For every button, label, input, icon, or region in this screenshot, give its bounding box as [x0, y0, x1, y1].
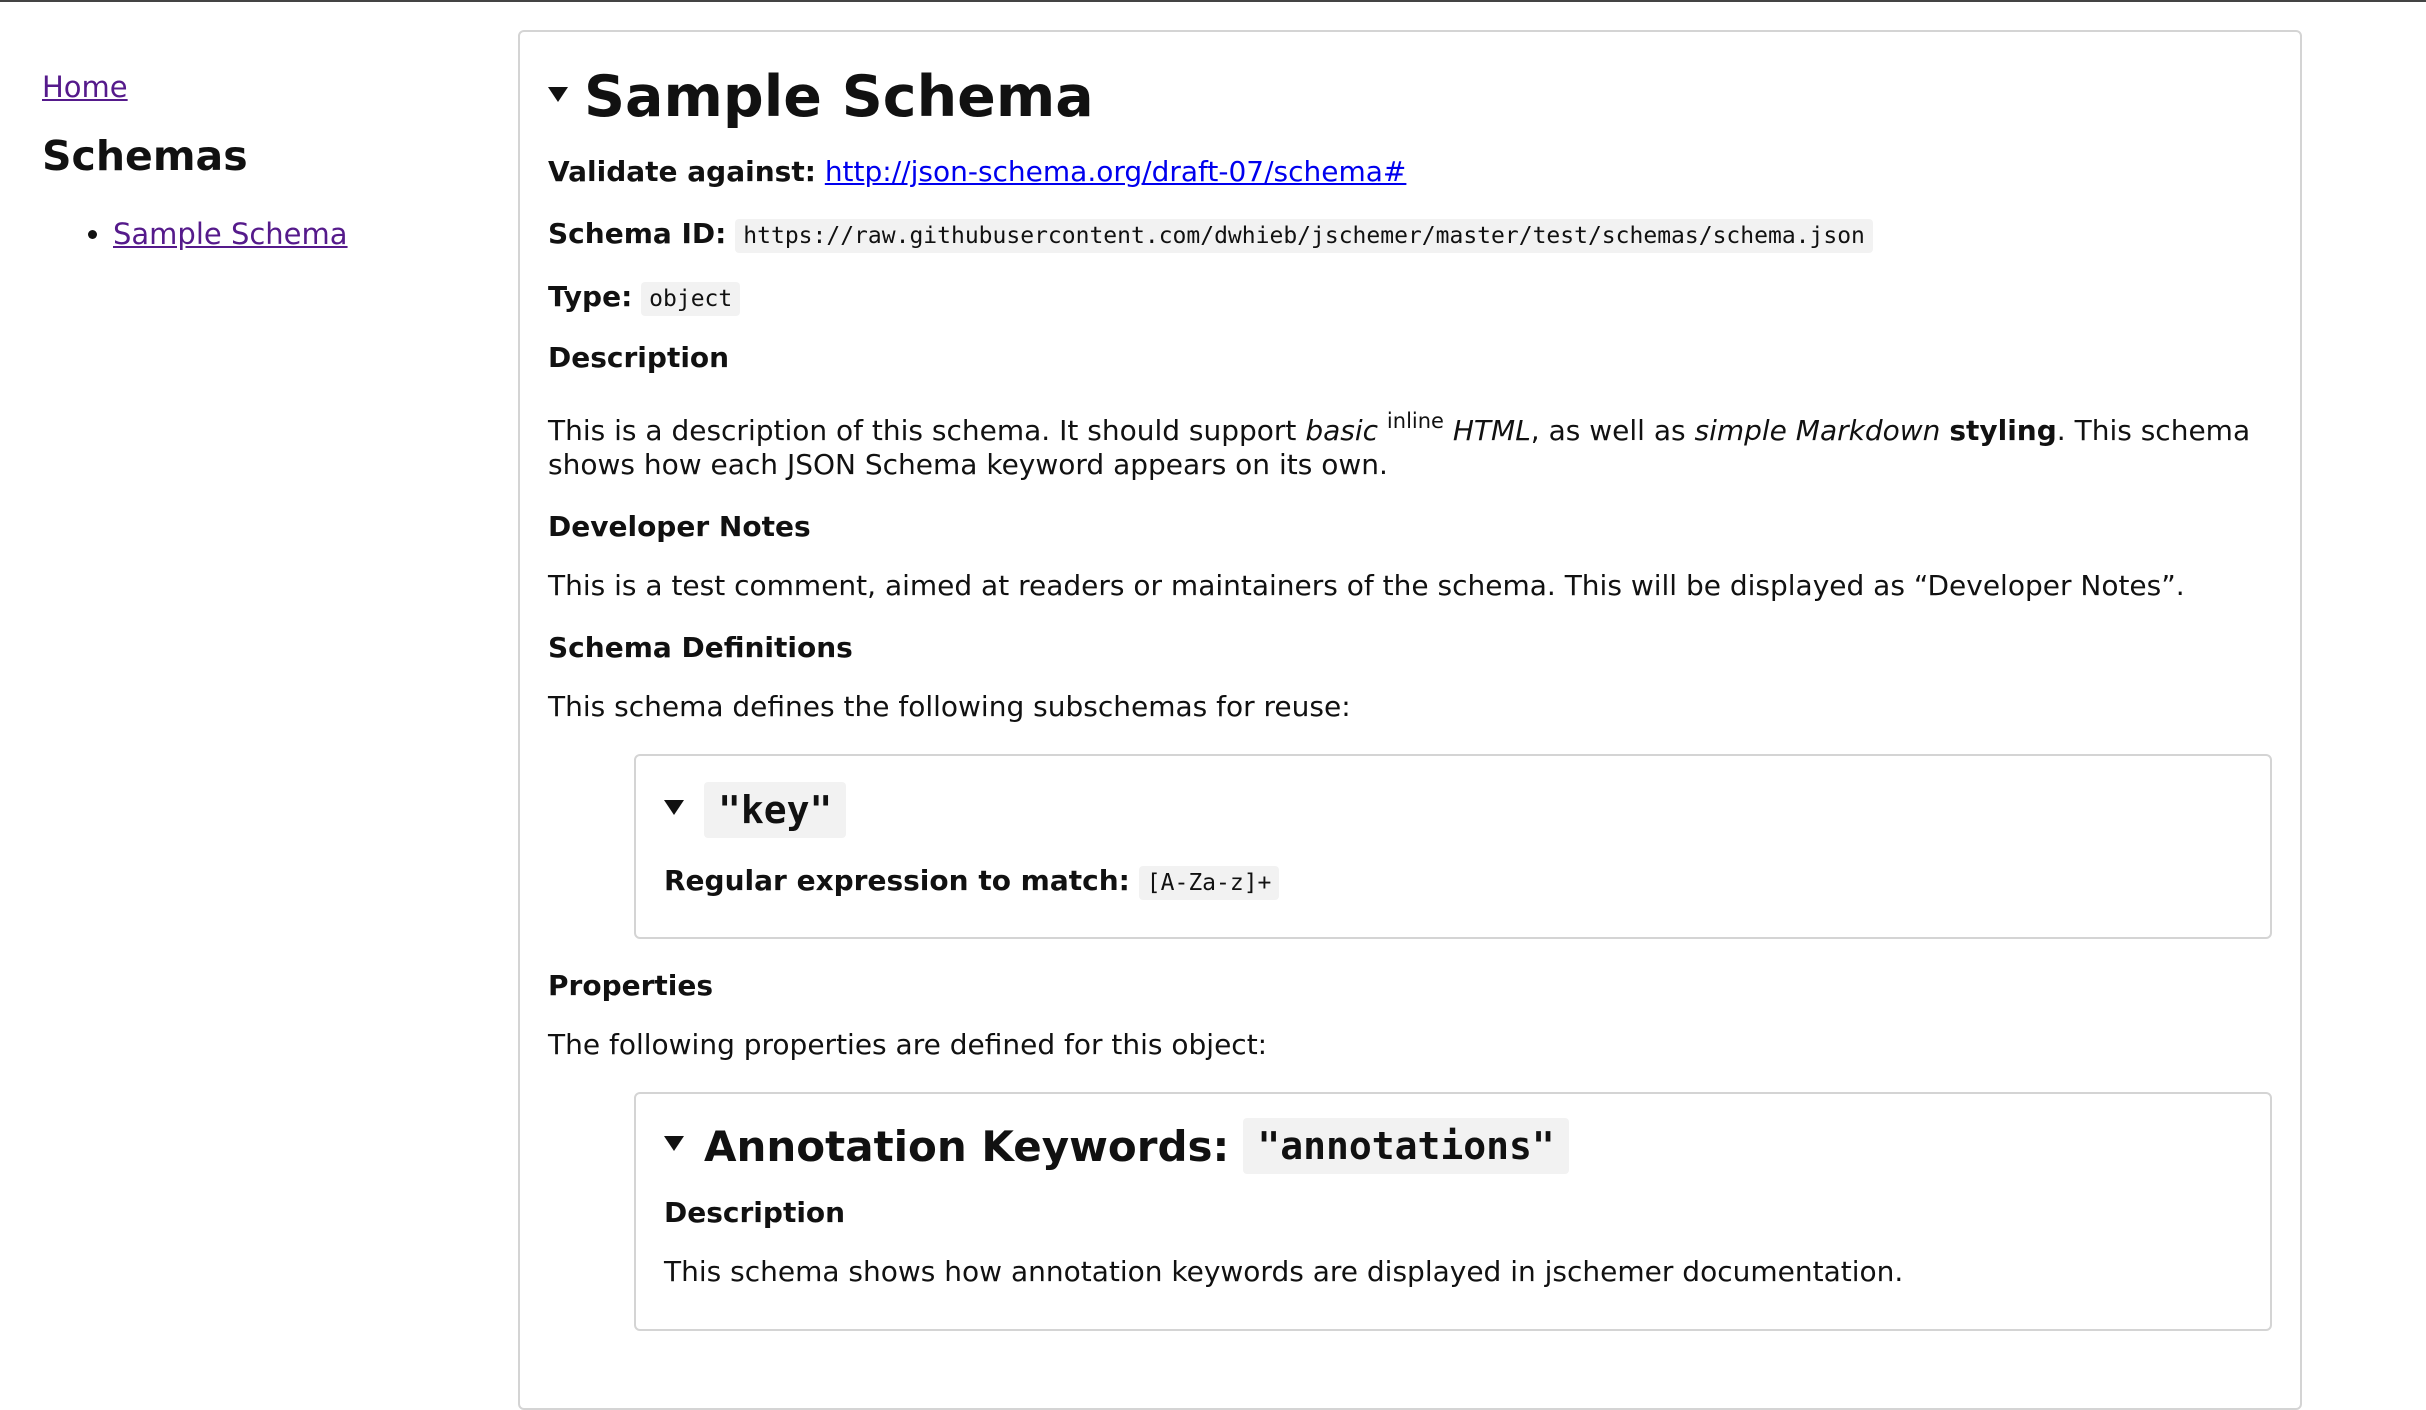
definitions-intro: This schema defines the following subschemas for reuse:: [548, 690, 1351, 724]
html-italic: HTML: [1452, 414, 1531, 448]
type-value: object: [641, 282, 740, 316]
schema-id-value: https://raw.githubusercontent.com/dwhieb/jschemer/master/test/schemas/schema.json: [735, 219, 1873, 253]
property-description-heading: Description: [664, 1196, 846, 1230]
schema-id-label: Schema ID:: [548, 217, 727, 251]
schema-list: [42, 217, 482, 251]
properties-intro: The following properties are defined for this object:: [548, 1028, 1268, 1062]
developer-notes-text: This is a test comment, aimed at readers or maintainers of the schema. This will be displayed as “Developer Notes”.: [548, 569, 2185, 603]
sidebar-item-sample-schema[interactable]: Sample Schema: [113, 217, 348, 252]
disclosure-triangle-icon[interactable]: [548, 87, 568, 102]
description-heading: Description: [548, 341, 730, 375]
validate-label: Validate against:: [548, 155, 816, 188]
property-key-name: "annotations": [1243, 1118, 1568, 1174]
developer-notes-heading: Developer Notes: [548, 510, 811, 544]
type-row: [548, 279, 2272, 315]
property-description-text: This schema shows how annotation keywords are displayed in jschemer documentation.: [664, 1255, 1904, 1289]
regex-label: Regular expression to match:: [664, 864, 1130, 898]
schema-summary[interactable]: [548, 62, 2272, 132]
home-link[interactable]: Home: [42, 70, 128, 104]
properties-heading: Properties: [548, 969, 714, 1003]
sidebar-heading: Schemas: [42, 132, 248, 180]
regex-row: [664, 864, 2242, 897]
schema-details-panel: [518, 30, 2302, 1410]
schema-id-row: [548, 216, 2272, 252]
sidebar: [42, 70, 482, 251]
definitions-heading: Schema Definitions: [548, 631, 853, 665]
regex-value: [A-Za-z]+: [1139, 866, 1280, 900]
inline-superscript: inline: [1386, 409, 1444, 434]
property-title: Annotation Keywords:: [704, 1121, 1230, 1171]
validate-against-row: [548, 154, 2272, 190]
validate-url-link[interactable]: http://json-schema.org/draft-07/schema#: [824, 155, 1407, 188]
top-border: [0, 0, 2426, 2]
styling-bold: styling: [1949, 414, 2057, 448]
disclosure-triangle-icon[interactable]: [664, 1136, 684, 1151]
basic-italic: basic: [1305, 414, 1379, 448]
disclosure-triangle-icon[interactable]: [664, 800, 684, 815]
definition-key-box: [634, 754, 2272, 939]
description-text: This is a description of this schema. It should support basic $^{inline}$ HTML, as well as simple Markdown styling. This schema shows how each JSON Schema keyword appears on its own.: [548, 409, 2251, 482]
type-label: Type:: [548, 279, 633, 313]
property-annotations-summary[interactable]: [664, 1118, 2242, 1174]
definition-key-summary[interactable]: [664, 782, 2242, 838]
simple-markdown-italic: simple Markdown: [1694, 414, 1941, 448]
schema-list-item: [113, 217, 482, 251]
property-annotations-box: [634, 1092, 2272, 1331]
page-title: Sample Schema: [584, 63, 1094, 130]
definition-key-name: "key": [704, 782, 846, 838]
